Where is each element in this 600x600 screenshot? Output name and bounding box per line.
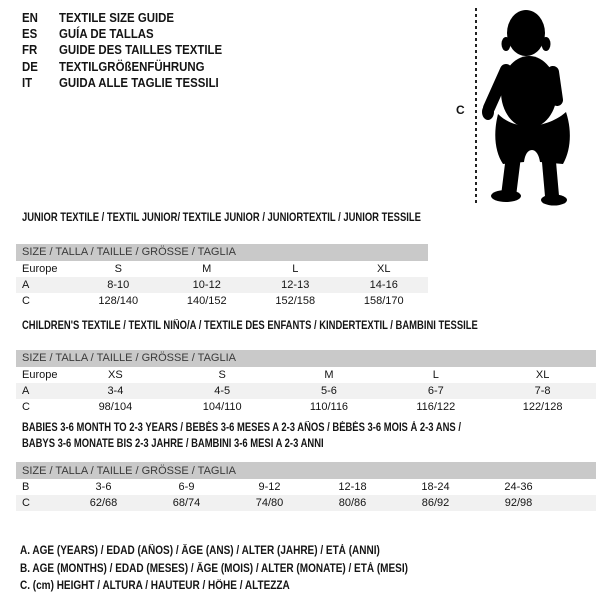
language-row: [22, 9, 244, 25]
row-value: M: [324, 368, 334, 381]
table-row: [16, 399, 596, 415]
row-label: Europe: [22, 262, 58, 275]
table-header-label: SIZE / TALLA / TAILLE / GRÖSSE / TAGLIA: [22, 352, 236, 364]
row-value: S: [114, 262, 122, 275]
section-babies: [16, 421, 596, 511]
section-title-line: BABIES 3-6 MONTH TO 2-3 YEARS / BEBÉS 3-6 MESES A 2-3 AÑOS / BÉBÉS 3-6 MOIS À 2-3 ANS /: [22, 422, 461, 434]
table-header-bar: [16, 350, 596, 367]
row-value: 24-36: [504, 481, 533, 493]
row-value: L: [292, 262, 299, 275]
row-label: C: [22, 294, 30, 307]
row-value: XL: [377, 262, 391, 275]
language-row: [22, 25, 244, 41]
table-row: [16, 277, 428, 293]
row-value: 158/170: [363, 294, 404, 307]
toddler-silhouette-icon: [479, 4, 600, 206]
row-value: 9-12: [258, 481, 281, 493]
row-value: 7-8: [534, 384, 551, 397]
row-value: 10-12: [192, 278, 221, 291]
row-value: 92/98: [504, 497, 533, 509]
footnote: C. (cm) HEIGHT / ALTURA / HAUTEUR / HÖHE / ALTEZZA: [20, 580, 290, 592]
language-row: [22, 42, 244, 58]
row-value: S: [218, 368, 226, 381]
height-measure-dotted-line: [475, 8, 477, 206]
row-value: 5-6: [321, 384, 337, 397]
language-label: GUIDA ALLE TAGLIE TESSILI: [59, 75, 219, 91]
row-label: C: [22, 400, 30, 413]
section-title: [16, 319, 596, 335]
footnotes: [20, 543, 466, 596]
row-value: 98/104: [98, 400, 133, 413]
table-row: [16, 261, 428, 277]
language-row: [22, 75, 244, 91]
row-label: A: [22, 384, 30, 397]
section-title-line: JUNIOR TEXTILE / TEXTIL JUNIOR/ TEXTILE JUNIOR / JUNIORTEXTIL / JUNIOR TESSILE: [22, 212, 421, 224]
row-value: XL: [535, 368, 550, 381]
table-row: [16, 293, 428, 309]
section-junior: [16, 211, 508, 309]
row-value: 3-4: [107, 384, 124, 397]
table-row: [16, 495, 596, 511]
footnote: B. AGE (MONTHS) / EDAD (MESES) / ÂGE (MOIS) / ALTER (MONATE) / ETÀ (MESI): [20, 562, 408, 575]
row-value: 18-24: [421, 481, 450, 493]
language-code: IT: [22, 75, 33, 91]
row-value: 6-7: [427, 384, 444, 397]
row-value: L: [432, 368, 439, 381]
row-value: 3-6: [95, 481, 112, 493]
table-row: [16, 383, 596, 399]
footnote: A. AGE (YEARS) / EDAD (AÑOS) / ÂGE (ANS) / ALTER (JAHRE) / ETÀ (ANNI): [20, 545, 380, 557]
row-label: C: [22, 497, 30, 509]
language-label: TEXTILGRÖßENFÜHRUNG: [59, 58, 205, 74]
row-value: 4-5: [214, 384, 231, 397]
height-measure-label: C: [456, 103, 465, 117]
row-label: B: [22, 481, 30, 493]
section-children: [16, 319, 596, 415]
row-value: 86/92: [421, 497, 450, 509]
language-code: EN: [22, 9, 38, 25]
section-title-line: BABYS 3-6 MONATE BIS 2-3 JAHRE / BAMBINI 3-6 MESI A 2-3 ANNI: [22, 437, 324, 450]
section-title-line: CHILDREN'S TEXTILE / TEXTIL NIÑO/A / TEXTILE DES ENFANTS / KINDERTEXTIL / BAMBINI TESSILE: [22, 320, 478, 332]
row-value: 14-16: [369, 278, 398, 291]
row-value: 152/158: [275, 294, 316, 307]
row-value: 68/74: [172, 497, 201, 509]
row-value: XS: [108, 368, 123, 381]
table-header-label: SIZE / TALLA / TAILLE / GRÖSSE / TAGLIA: [22, 246, 236, 258]
table-header-bar: [16, 244, 428, 261]
row-value: 80/86: [338, 497, 367, 509]
language-row: [22, 58, 244, 74]
row-value: 62/68: [89, 497, 118, 509]
language-label: GUÍA DE TALLAS: [59, 26, 154, 42]
row-value: 110/116: [309, 400, 349, 413]
table-row: [16, 479, 596, 495]
size-table-junior: [16, 244, 428, 309]
language-label: GUIDE DES TAILLES TEXTILE: [59, 42, 223, 58]
row-value: 116/122: [416, 400, 456, 413]
row-label: Europe: [22, 368, 58, 381]
row-label: A: [22, 278, 30, 291]
row-value: M: [202, 262, 212, 275]
row-value: 6-9: [178, 481, 195, 493]
section-title: [16, 421, 596, 452]
table-header-bar: [16, 462, 596, 479]
row-value: 74/80: [255, 497, 284, 509]
row-value: 128/140: [98, 294, 139, 307]
language-label: TEXTILE SIZE GUIDE: [59, 9, 175, 25]
row-value: 12-18: [338, 481, 367, 493]
language-code: DE: [22, 58, 38, 74]
row-value: 8-10: [107, 278, 130, 291]
row-value: 122/128: [522, 400, 563, 413]
size-table-babies: [16, 462, 596, 511]
table-row: [16, 367, 596, 383]
row-value: 140/152: [186, 294, 227, 307]
row-value: 12-13: [281, 278, 310, 291]
section-title: [16, 211, 508, 227]
language-code: FR: [22, 42, 38, 58]
table-header-label: SIZE / TALLA / TAILLE / GRÖSSE / TAGLIA: [22, 464, 236, 477]
language-code: ES: [22, 26, 38, 42]
row-value: 104/110: [202, 400, 242, 413]
language-list: [22, 9, 244, 91]
size-table-children: [16, 350, 596, 415]
